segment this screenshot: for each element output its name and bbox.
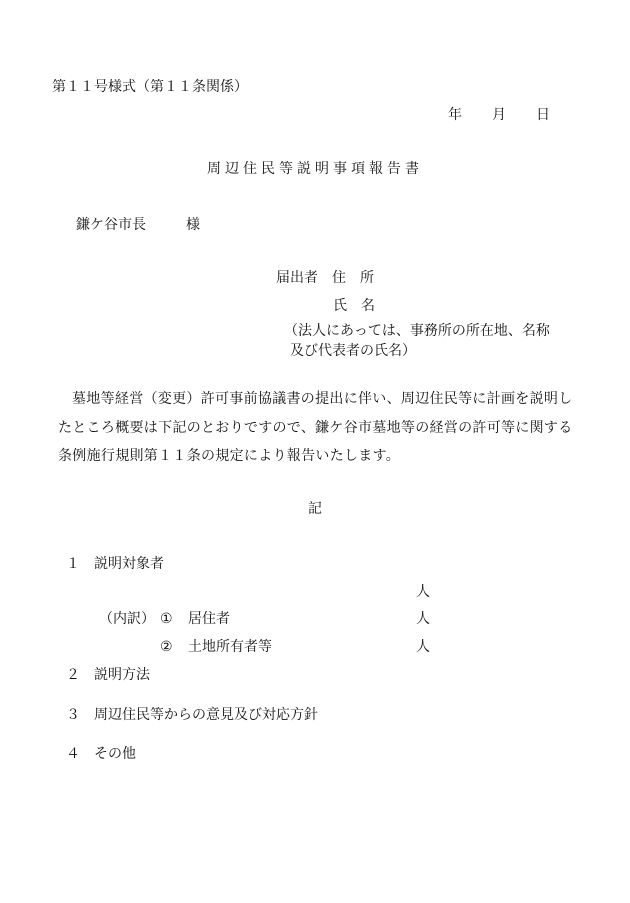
reporter-heading: 届出者 (276, 270, 318, 286)
date-month: 月 (492, 107, 506, 123)
item-4-number: ４ (66, 746, 80, 762)
form-number-label: 第１１号様式（第１１条関係） (52, 79, 248, 95)
address-label: 住 所 (332, 270, 374, 286)
addressee-honorific: 様 (186, 217, 200, 233)
breakdown-1-symbol: ① (160, 611, 173, 627)
reporter-address-line (276, 269, 374, 287)
item-3 (66, 706, 318, 724)
body-line-2: たところ概要は下記のとおりですので、鎌ケ谷市墓地等の経営の許可等に関する (58, 419, 573, 436)
item-1-number: １ (66, 556, 80, 572)
breakdown-2-symbol: ② (160, 639, 173, 655)
breakdown-2-label: 土地所有者等 (188, 639, 272, 655)
date-day: 日 (536, 107, 550, 123)
item-3-number: ３ (66, 707, 80, 723)
item-4 (66, 745, 136, 763)
item-2-number: ２ (66, 667, 80, 683)
item-4-label: その他 (94, 746, 136, 762)
unit-landowners: 人 (416, 639, 430, 655)
addressee (76, 216, 200, 234)
breakdown-1-label: 居住者 (188, 611, 230, 627)
report-body (58, 385, 578, 471)
item-2-label: 説明方法 (94, 667, 150, 683)
date-line (448, 106, 550, 124)
unit-residents: 人 (416, 611, 430, 627)
item-3-label: 周辺住民等からの意見及び対応方針 (94, 707, 318, 723)
item-1-label: 説明対象者 (94, 556, 164, 572)
date-year: 年 (448, 107, 462, 123)
body-line-3: 条例施行規則第１１条の規定により報告いたします。 (58, 448, 401, 464)
name-label: 氏 名 (333, 298, 375, 314)
item-1 (66, 555, 164, 573)
body-line-1: 墓地等経営（変更）許可事前協議書の提出に伴い、周辺住民等に計画を説明し (72, 391, 573, 407)
ki-heading: 記 (308, 501, 322, 517)
unit-total: 人 (416, 584, 430, 600)
breakdown-label: （内訳） (99, 611, 155, 627)
addressee-name: 鎌ケ谷市長 (76, 217, 146, 233)
corporate-note-line2: 及び代表者の氏名） (290, 343, 416, 359)
item-2 (66, 666, 150, 684)
corporate-note-line1: （法人にあっては、事務所の所在地、名称 (284, 323, 550, 339)
document-title: 周辺住民等説明事項報告書 (207, 161, 423, 177)
corporate-note (284, 321, 550, 361)
